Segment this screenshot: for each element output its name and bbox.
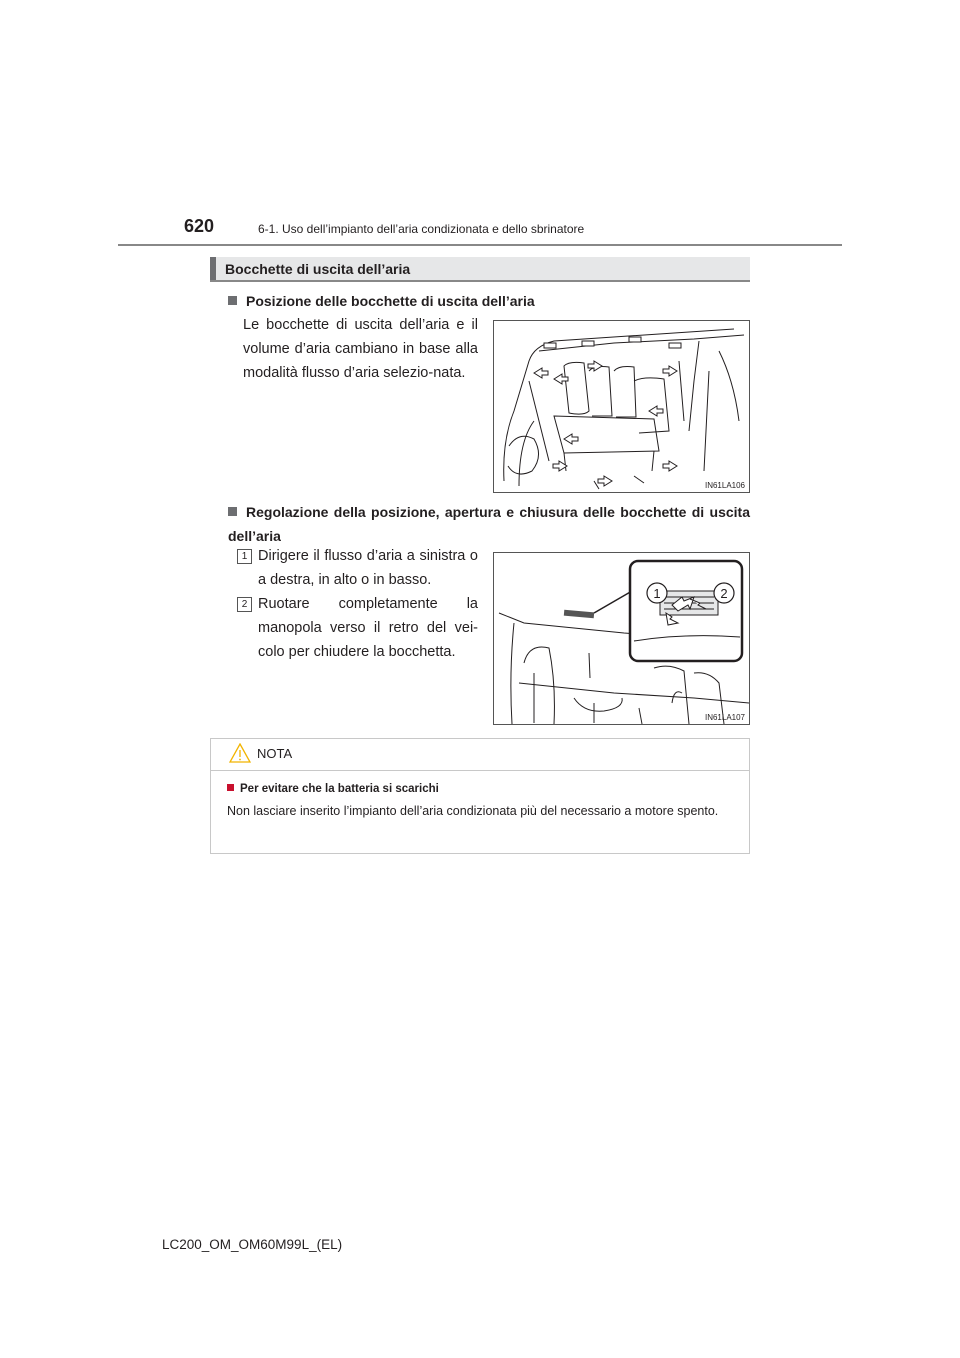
callout-1-label: 1 [653,586,661,601]
figure-code: IN61LA107 [704,713,745,722]
figure-vent-adjustment [493,552,750,725]
section-accent [210,257,216,280]
note-label: NOTA [257,746,293,761]
subheading-vent-position [228,289,750,313]
callout-2-label: 2 [720,586,728,601]
subheading-vent-adjustment [228,500,750,548]
step-number-1: 1 [237,549,252,564]
header-divider [118,244,842,246]
note-header [211,739,749,771]
step-1-text: Dirigere il flusso d’aria a sinistra o a destra, in alto o in basso. [258,548,478,588]
section-title-bar [210,257,750,282]
figure-code: IN61LA106 [704,481,745,490]
vent-position-description: Le bocchette di uscita dell’aria e il volume d’aria cambiano in base alla modalità flusso d’aria selezio-nata. [243,317,478,381]
note-bullet-icon [227,784,234,791]
step-number-2: 2 [237,597,252,612]
subheading-vent-position-text: Posizione delle bocchette di uscita dell’aria [246,293,535,309]
note-box [210,738,750,854]
figure-vent-locations [493,320,750,493]
chapter-title: 6-1. Uso dell’impianto dell’aria condizionata e dello sbrinatore [258,222,585,236]
note-title [227,783,439,795]
note-title-text: Per evitare che la batteria si scarichi [240,783,439,795]
bullet-square-icon [228,507,237,516]
note-text: Non lasciare inserito l’impianto dell’aria condizionata più del necessario a motore spento. [227,804,719,818]
section-title: Bocchette di uscita dell’aria [225,261,411,277]
step-2-text: Ruotare completamente la manopola verso il retro del vei-colo per chiudere la bocchetta. [258,596,478,660]
footer-code: LC200_OM_OM60M99L_(EL) [162,1237,343,1252]
dashboard-vent-illustration [494,553,749,724]
subheading-vent-adjustment-text: Regolazione della posizione, apertura e chiusura delle bocchette di uscita dell’aria [228,504,750,544]
bullet-square-icon [228,296,237,305]
vehicle-cabin-illustration [494,321,749,492]
page-number: 620 [184,216,215,236]
warning-triangle-icon [229,743,251,763]
